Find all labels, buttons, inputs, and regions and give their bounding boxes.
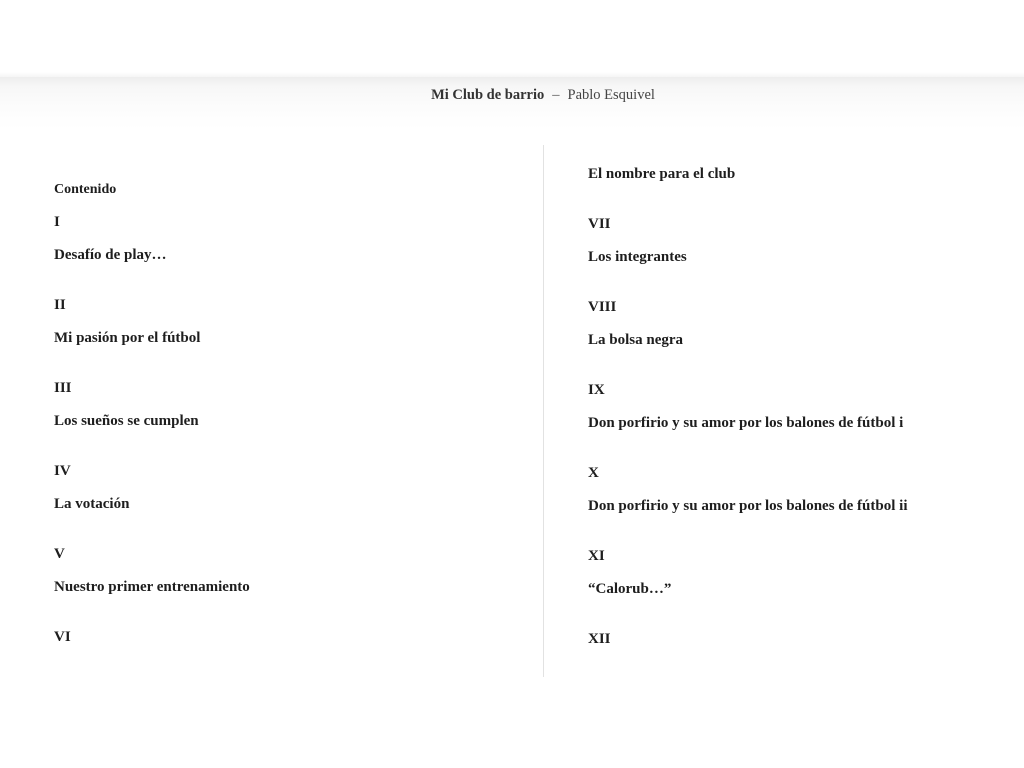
chapter-link[interactable]: Don porfirio y su amor por los balones de fútbol ii [588, 498, 908, 514]
chapter-title[interactable] [588, 580, 907, 599]
chapter-number[interactable] [54, 462, 250, 481]
chapter-number[interactable] [588, 381, 907, 400]
chapter-link[interactable]: VIII [588, 299, 617, 315]
chapter-title[interactable] [588, 165, 907, 184]
toc-right-column [588, 165, 907, 663]
chapter-link[interactable]: IX [588, 382, 605, 398]
chapter-title[interactable] [54, 329, 250, 348]
author-name: Pablo Esquivel [567, 87, 655, 103]
chapter-number[interactable] [54, 379, 250, 398]
title-author-separator: – [552, 87, 560, 103]
chapter-link[interactable]: V [54, 546, 65, 562]
chapter-number[interactable] [588, 630, 907, 649]
chapter-title[interactable] [588, 248, 907, 267]
chapter-link[interactable]: X [588, 465, 599, 481]
chapter-title[interactable] [54, 246, 250, 265]
chapter-link[interactable]: XI [588, 548, 605, 564]
chapter-link[interactable]: XII [588, 631, 611, 647]
chapter-number[interactable] [54, 296, 250, 315]
toc-left-column [54, 180, 250, 661]
toc-heading: Contenido [54, 182, 117, 197]
chapter-link[interactable]: El nombre para el club [588, 166, 736, 182]
chapter-link[interactable]: La votación [54, 496, 130, 512]
chapter-link[interactable]: “Calorub…” [588, 581, 672, 597]
chapter-title[interactable] [588, 331, 907, 350]
chapter-title[interactable] [588, 414, 907, 433]
chapter-number[interactable] [588, 547, 907, 566]
chapter-title[interactable] [54, 578, 250, 597]
running-head [0, 86, 1024, 104]
chapter-number[interactable] [54, 213, 250, 232]
chapter-link[interactable]: I [54, 214, 60, 230]
column-divider [543, 145, 544, 677]
chapter-number[interactable] [54, 628, 250, 647]
chapter-title[interactable] [54, 412, 250, 431]
chapter-number[interactable] [588, 298, 907, 317]
chapter-number[interactable] [588, 215, 907, 234]
chapter-link[interactable]: II [54, 297, 66, 313]
chapter-link[interactable]: Don porfirio y su amor por los balones de fútbol i [588, 415, 904, 431]
book-title: Mi Club de barrio [431, 87, 545, 103]
chapter-link[interactable]: Desafío de play… [54, 247, 167, 263]
chapter-link[interactable]: VI [54, 629, 71, 645]
chapter-title[interactable] [54, 495, 250, 514]
chapter-link[interactable]: Los integrantes [588, 249, 687, 265]
chapter-link[interactable]: La bolsa negra [588, 332, 684, 348]
chapter-number[interactable] [54, 545, 250, 564]
chapter-link[interactable]: Los sueños se cumplen [54, 413, 199, 429]
chapter-link[interactable]: IV [54, 463, 71, 479]
chapter-link[interactable]: Nuestro primer entrenamiento [54, 579, 250, 595]
chapter-link[interactable]: VII [588, 216, 611, 232]
chapter-link[interactable]: III [54, 380, 72, 396]
chapter-number[interactable] [588, 464, 907, 483]
chapter-link[interactable]: Mi pasión por el fútbol [54, 330, 201, 346]
chapter-title[interactable] [588, 497, 907, 516]
